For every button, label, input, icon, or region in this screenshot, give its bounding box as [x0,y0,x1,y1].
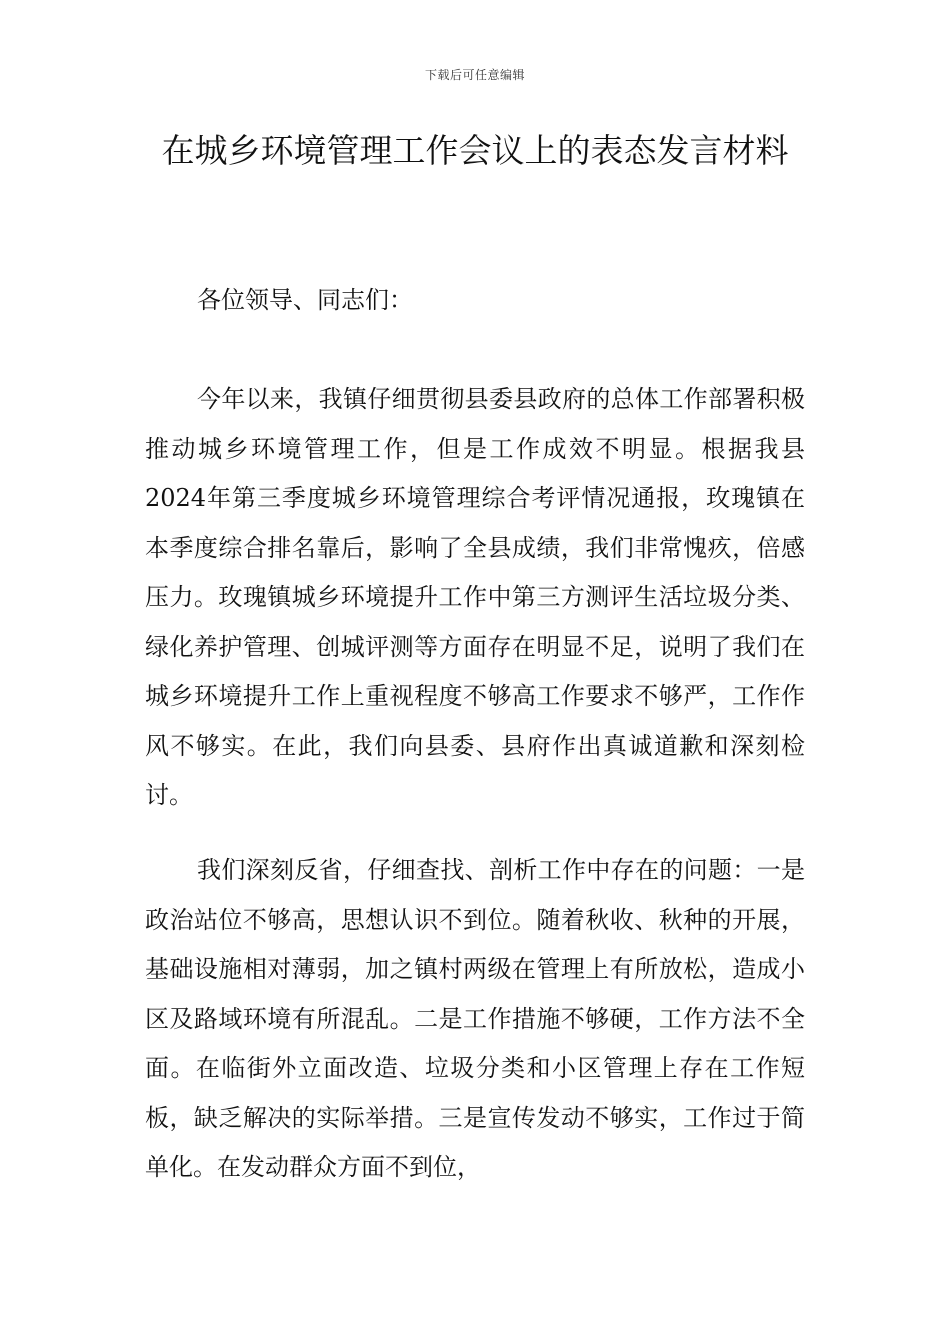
document-title: 在城乡环境管理工作会议上的表态发言材料 [161,131,789,170]
paragraph-1: 今年以来，我镇仔细贯彻县委县政府的总体工作部署积极推动城乡环境管理工作，但是工作成效不明显。根据我县2024年第三季度城乡环境管理综合考评情况通报，玫瑰镇在本季度综合排名靠后，影响了全县成绩，我们非常愧疚，倍感压力。玫瑰镇城乡环境提升工作中第三方测评生活垃圾分类、绿化养护管理、创城评测等方面存在明显不足，说明了我们在城乡环境提升工作上重视程度不够高工作要求不够严，工作作风不够实。在此，我们向县委、县府作出真诚道歉和深刻检讨。 [145,385,805,809]
salutation: 各位领导、同志们： [197,286,413,314]
paragraph-2: 我们深刻反省，仔细查找、剖析工作中存在的问题：一是政治站位不够高，思想认识不到位。随着秋收、秋种的开展，基础设施相对薄弱，加之镇村两级在管理上有所放松，造成小区及路域环境有所混乱。二是工作措施不够硬，工作方法不全面。在临街外立面改造、垃圾分类和小区管理上存在工作短板，缺乏解决的实际举措。三是宣传发动不够实，工作过于简单化。在发动群众方面不到位， [145,856,805,1181]
header-note: 下载后可任意编辑 [424,68,525,82]
